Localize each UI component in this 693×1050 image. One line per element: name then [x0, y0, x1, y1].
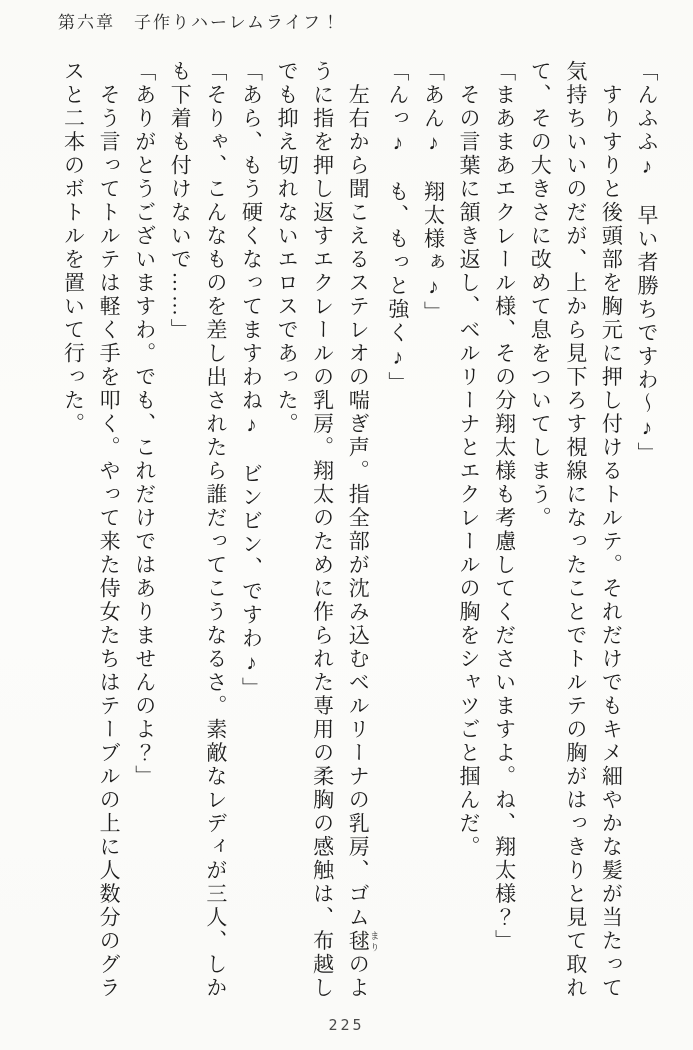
body-text	[55, 60, 664, 1008]
text-column: 「んふふ♪ 早い者勝ちですわ～♪」	[635, 60, 659, 466]
page-number: 225	[328, 1016, 365, 1034]
text-column: 左右から聞こえるステレオの喘ぎ声。指全部が沈み込むベルリーナの乳房、ゴム毬 まりのよ	[346, 60, 380, 1000]
text-column: 「あん♪ 翔太様ぁ♪」	[421, 60, 446, 325]
text-column: 「ありがとうございますわ。でも、これだけではありませんのよ？」	[132, 60, 157, 789]
text-column: て、その大きさに改めて息をついてしまう。	[528, 60, 553, 530]
text-column: その言葉に頷き返し、ベルリーナとエクレールの胸をシャツごと掴んだ。	[457, 60, 482, 859]
chapter-header: 第六章 子作りハーレムライフ！	[58, 13, 341, 32]
text-column: 「あら、もう硬くなってますわね♪ ビンビン、ですわ♪」	[239, 60, 264, 701]
text-column: スと二本のボトルを置いて行った。	[61, 60, 86, 436]
text-column: でも抑え切れないエロスであった。	[275, 60, 300, 436]
text-column: すりすりと後頭部を胸元に押し付けるトルテ。それだけでもキメ細やかな髪が当たって	[599, 60, 624, 1000]
text-column: 気持ちいいのだが、上から見下ろす視線になったことでトルテの胸がはっきりと見て取れ	[563, 60, 588, 1000]
text-column: 「まあまあエクレール様、その分翔太様も考慮してくださいますよ。ね、翔太様？」	[492, 60, 517, 953]
text-column: そう言ってトルテは軽く手を叩く。やって来た侍女たちはテーブルの上に人数分のグラ	[97, 60, 122, 1000]
text-column: も下着も付けないで……」	[168, 60, 193, 342]
text-column: 「んっ♪ も、もっと強く♪」	[385, 60, 410, 395]
text-column: 「そりゃ、こんなものを差し出されたら誰だってこうなるさ。素敵なレディが三人、しか	[203, 60, 228, 1000]
text-column: うに指を押し返すエクレールの乳房。翔太のために作られた専用の柔胸の感触は、布越し	[310, 60, 335, 1000]
